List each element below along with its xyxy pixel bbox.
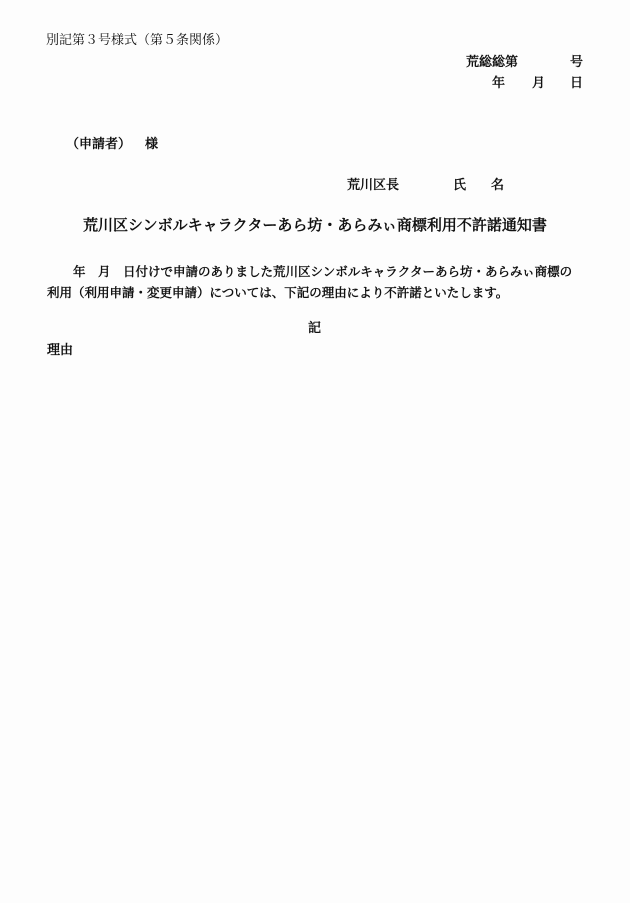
sender-office: 荒川区長 xyxy=(347,178,400,193)
date-month-label: 月 xyxy=(532,76,546,91)
date-year-label: 年 xyxy=(492,76,506,91)
sender-name-label-1: 氏 xyxy=(453,178,467,193)
issue-number xyxy=(466,55,584,70)
form-number: 別記第３号様式（第５条関係） xyxy=(46,33,229,48)
issue-number-suffix: 号 xyxy=(570,55,584,70)
ki-heading: 記 xyxy=(308,321,322,336)
body-paragraph xyxy=(47,261,587,303)
body-line-2: 利用（利用申請・変更申請）については、下記の理由により不許諾といたします。 xyxy=(47,285,509,300)
applicant-label: （申請者） xyxy=(66,137,132,152)
issue-number-prefix: 荒総総第 xyxy=(466,55,519,70)
date-day-label: 日 xyxy=(570,76,584,91)
applicant-line xyxy=(66,138,158,151)
applicant-honorific: 様 xyxy=(145,137,159,152)
sender-name-label-2: 名 xyxy=(491,178,505,193)
reason-label: 理由 xyxy=(47,343,74,358)
document-title: 荒川区シンボルキャラクターあら坊・あらみぃ商標利用不許諾通知書 xyxy=(83,216,547,234)
body-line-1: 年 月 日付けで申請のありました荒川区シンボルキャラクターあら坊・あらみぃ商標の xyxy=(73,264,573,279)
